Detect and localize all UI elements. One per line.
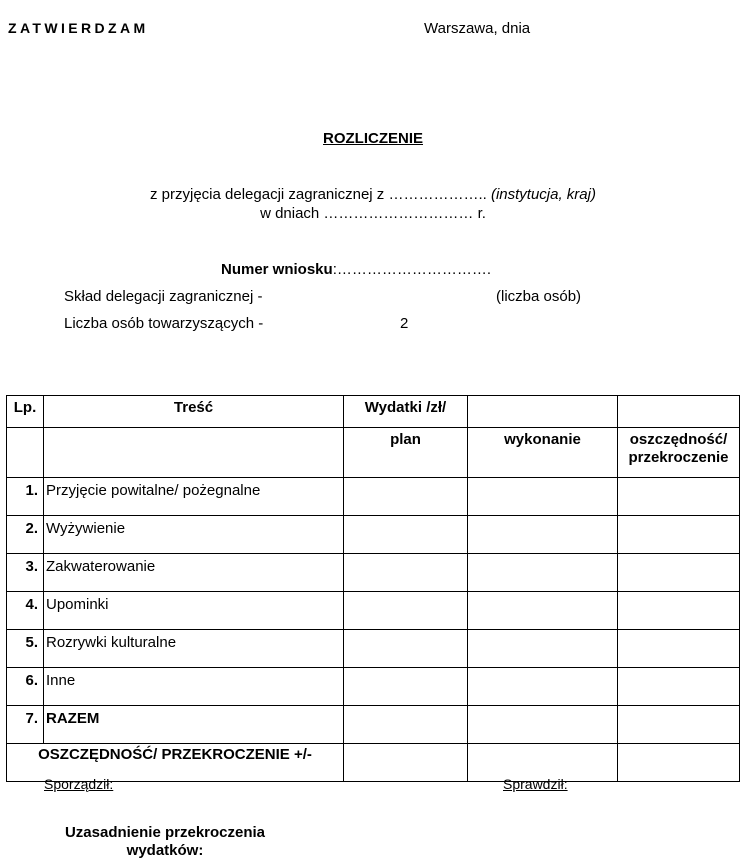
plan-cell[interactable] [344, 478, 468, 516]
row-lp: 7. [7, 706, 44, 744]
request-number-value: :…………………………. [332, 261, 492, 278]
header-content: Treść [44, 396, 344, 428]
delegation-composition-label: Skład delegacji zagranicznej - [64, 288, 263, 305]
table-row [7, 592, 740, 630]
accompanying-persons-value: 2 [400, 315, 409, 332]
total-row [7, 744, 740, 782]
table-row [7, 630, 740, 668]
request-number [221, 261, 491, 278]
execution-cell[interactable] [468, 554, 618, 592]
subheader-empty-cell [7, 428, 44, 478]
execution-cell[interactable] [468, 592, 618, 630]
execution-cell[interactable] [468, 706, 618, 744]
savings-cell[interactable] [618, 592, 740, 630]
row-label: Wyżywienie [44, 516, 344, 554]
delegation-composition-note: (liczba osób) [496, 288, 582, 305]
plan-cell[interactable] [344, 630, 468, 668]
table-row [7, 478, 740, 516]
subtitle-line-1 [0, 186, 746, 203]
row-label: Inne [44, 668, 344, 706]
row-label: Zakwaterowanie [44, 554, 344, 592]
table-row [7, 668, 740, 706]
justification-heading: Uzasadnienie przekroczenia wydatków: [64, 824, 266, 859]
table-header-row [7, 396, 740, 428]
plan-cell[interactable] [344, 744, 468, 782]
subheader-empty-cell [44, 428, 344, 478]
plan-cell[interactable] [344, 516, 468, 554]
table-row [7, 554, 740, 592]
savings-cell[interactable] [618, 478, 740, 516]
row-lp: 5. [7, 630, 44, 668]
row-lp: 2. [7, 516, 44, 554]
accompanying-persons-label: Liczba osób towarzyszących - [64, 315, 264, 332]
plan-cell[interactable] [344, 592, 468, 630]
savings-cell[interactable] [618, 744, 740, 782]
header-plan: plan [344, 428, 468, 478]
total-label: OSZCZĘDNOŚĆ/ PRZEKROCZENIE +/- [7, 744, 344, 782]
row-lp: 6. [7, 668, 44, 706]
savings-cell[interactable] [618, 668, 740, 706]
savings-cell[interactable] [618, 706, 740, 744]
row-label: Rozrywki kulturalne [44, 630, 344, 668]
savings-cell[interactable] [618, 554, 740, 592]
settlement-table [6, 395, 740, 782]
execution-cell[interactable] [468, 630, 618, 668]
execution-cell[interactable] [468, 516, 618, 554]
plan-cell[interactable] [344, 706, 468, 744]
document-title: ROZLICZENIE [323, 130, 423, 147]
checked-by-label: Sprawdził: [503, 776, 568, 792]
header-execution: wykonanie [468, 428, 618, 478]
row-lp: 3. [7, 554, 44, 592]
place-date: Warszawa, dnia [424, 20, 531, 37]
execution-cell[interactable] [468, 478, 618, 516]
row-label: RAZEM [44, 706, 344, 744]
subtitle-line-2: w dniach ………………………… r. [260, 205, 486, 222]
table-row [7, 516, 740, 554]
table-row [7, 706, 740, 744]
approval-heading: ZATWIERDZAM [8, 20, 149, 36]
header-lp: Lp. [7, 396, 44, 428]
plan-cell[interactable] [344, 554, 468, 592]
subtitle-prefix: z przyjęcia delegacji zagranicznej z ……………….. [150, 186, 491, 203]
savings-cell[interactable] [618, 630, 740, 668]
subtitle-institution-hint: (instytucja, kraj) [490, 186, 596, 203]
header-empty-cell [618, 396, 740, 428]
plan-cell[interactable] [344, 668, 468, 706]
header-expenses: Wydatki /zł/ [344, 396, 468, 428]
row-lp: 4. [7, 592, 44, 630]
row-lp: 1. [7, 478, 44, 516]
row-label: Przyjęcie powitalne/ pożegnalne [44, 478, 344, 516]
header-savings: oszczędność/ przekroczenie [618, 428, 740, 478]
table-subheader-row [7, 428, 740, 478]
row-label: Upominki [44, 592, 344, 630]
header-empty-cell [468, 396, 618, 428]
execution-cell[interactable] [468, 668, 618, 706]
request-number-label: Numer wniosku [221, 261, 333, 278]
prepared-by-label: Sporządził: [44, 776, 114, 792]
savings-cell[interactable] [618, 516, 740, 554]
